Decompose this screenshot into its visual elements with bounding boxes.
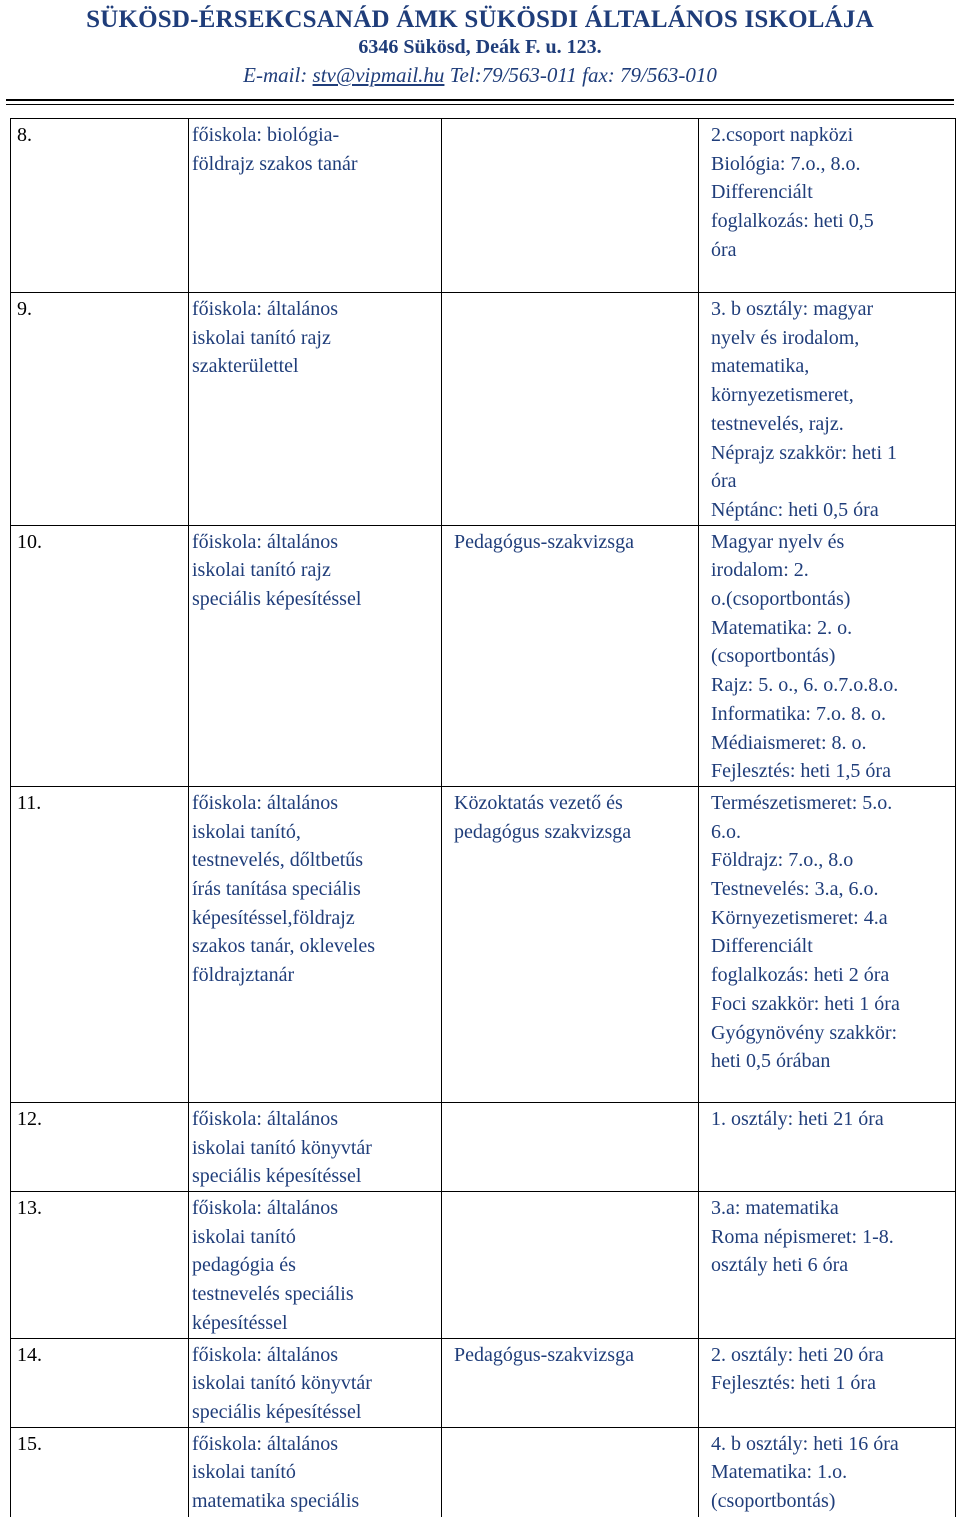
header-divider xyxy=(6,99,954,101)
row-number-cell xyxy=(11,1427,189,1517)
row-number-cell xyxy=(11,1192,189,1339)
tasks-cell xyxy=(699,119,956,293)
exam-cell xyxy=(442,525,699,786)
school-address: 6346 Sükösd, Deák F. u. 123. xyxy=(358,36,602,58)
qualification: főiskola: általános iskolai tanító pedagógia és testnevelés speciális képesítéssel xyxy=(192,1197,354,1334)
tasks-cell xyxy=(699,1427,956,1517)
staff-table xyxy=(10,118,956,1517)
qualification: főiskola: általános iskolai tanító matematika speciális xyxy=(192,1432,360,1513)
exam-cell xyxy=(442,1192,699,1339)
tasks-cell xyxy=(699,293,956,526)
table-row xyxy=(11,1192,956,1339)
exam: Pedagógus-szakvizsga xyxy=(454,530,634,553)
qualification-cell xyxy=(189,1102,442,1191)
row-number: 11. xyxy=(17,791,42,814)
table-row xyxy=(11,293,956,526)
contact-line xyxy=(0,60,960,90)
table-row xyxy=(11,1338,956,1427)
qualification: főiskola: általános iskolai tanító rajz speciális képesítéssel xyxy=(192,530,362,611)
tasks: 3.a: matematika Roma népismeret: 1-8. osztály heti 6 óra xyxy=(711,1197,894,1277)
tasks-cell xyxy=(699,1102,956,1191)
row-number-cell xyxy=(11,525,189,786)
table-row xyxy=(11,119,956,293)
row-number-cell xyxy=(11,786,189,1102)
tasks: 4. b osztály: heti 16 óra Matematika: 1.o. (csoportbontás) xyxy=(711,1432,899,1513)
school-name: SÜKÖSD-ÉRSEKCSANÁD ÁMK SÜKÖSDI ÁLTALÁNOS ISKOLÁJA xyxy=(86,6,874,33)
email-label: E-mail: xyxy=(243,63,313,87)
qualification: főiskola: általános iskolai tanító könyvtár speciális képesítéssel xyxy=(192,1343,372,1423)
exam-cell xyxy=(442,293,699,526)
phone-fax: Tel:79/563-011 fax: 79/563-010 xyxy=(444,63,717,87)
exam-cell xyxy=(442,119,699,293)
tasks-cell xyxy=(699,1338,956,1427)
table-row xyxy=(11,1427,956,1517)
qualification: főiskola: biológia- földrajz szakos tanár xyxy=(192,124,358,175)
qualification: főiskola: általános iskolai tanító rajz szakterülettel xyxy=(192,298,339,378)
table-row xyxy=(11,1102,956,1191)
header-divider-thin xyxy=(6,104,954,105)
row-number: 12. xyxy=(17,1107,42,1130)
letterhead xyxy=(0,0,960,90)
row-number-cell xyxy=(11,1102,189,1191)
qualification-cell xyxy=(189,1427,442,1517)
row-number-cell xyxy=(11,119,189,293)
tasks-cell xyxy=(699,786,956,1102)
row-number: 13. xyxy=(17,1197,42,1220)
table-row xyxy=(11,525,956,786)
tasks: Magyar nyelv és irodalom: 2. o.(csoportbontás) Matematika: 2. o. (csoportbontás) Rajz: 5. o., 6. o.7.o.8.o. Informatika: 7.o. 8. o. Médiaismeret: 8. o. Fejlesztés: heti 1,5 óra xyxy=(711,530,899,783)
email-link[interactable]: stv@vipmail.hu xyxy=(312,63,445,87)
exam-cell xyxy=(442,786,699,1102)
qualification-cell xyxy=(189,119,442,293)
table-row xyxy=(11,786,956,1102)
tasks: 2.csoport napközi Biológia: 7.o., 8.o. Differenciált foglalkozás: heti 0,5 óra xyxy=(711,124,874,261)
tasks: 2. osztály: heti 20 óra Fejlesztés: heti 1 óra xyxy=(711,1343,884,1395)
qualification-cell xyxy=(189,1192,442,1339)
tasks: 1. osztály: heti 21 óra xyxy=(711,1107,884,1130)
qualification-cell xyxy=(189,525,442,786)
tasks: 3. b osztály: magyar nyelv és irodalom, matematika, környezetismeret, testnevelés, rajz. Néprajz szakkör: heti 1 óra Néptánc: heti 0,5 óra xyxy=(711,298,898,521)
row-number: 9. xyxy=(17,298,32,320)
row-number: 10. xyxy=(17,530,42,553)
exam: Pedagógus-szakvizsga xyxy=(454,1343,634,1366)
exam-cell xyxy=(442,1427,699,1517)
row-number: 14. xyxy=(17,1343,42,1366)
qualification: főiskola: általános iskolai tanító, testnevelés, dőltbetűs írás tanítása speciális képesítéssel,földrajz szakos tanár, okleveles földrajztanár xyxy=(192,791,376,987)
qualification-cell xyxy=(189,293,442,526)
qualification-cell xyxy=(189,1338,442,1427)
tasks: Természetismeret: 5.o. 6.o. Földrajz: 7.o., 8.o Testnevelés: 3.a, 6.o. Környezetismeret: 4.a Differenciált foglalkozás: heti 2 óra Foci szakkör: heti 1 óra Gyógynövény szakkör: heti 0,5 órában xyxy=(711,791,900,1073)
tasks-cell xyxy=(699,1192,956,1339)
qualification: főiskola: általános iskolai tanító könyvtár speciális képesítéssel xyxy=(192,1107,372,1188)
row-number: 15. xyxy=(17,1432,42,1455)
row-number-cell xyxy=(11,293,189,526)
row-number-cell xyxy=(11,1338,189,1427)
exam: Közoktatás vezető és pedagógus szakvizsga xyxy=(454,791,632,843)
row-number: 8. xyxy=(17,124,32,146)
exam-cell xyxy=(442,1338,699,1427)
qualification-cell xyxy=(189,786,442,1102)
tasks-cell xyxy=(699,525,956,786)
exam-cell xyxy=(442,1102,699,1191)
